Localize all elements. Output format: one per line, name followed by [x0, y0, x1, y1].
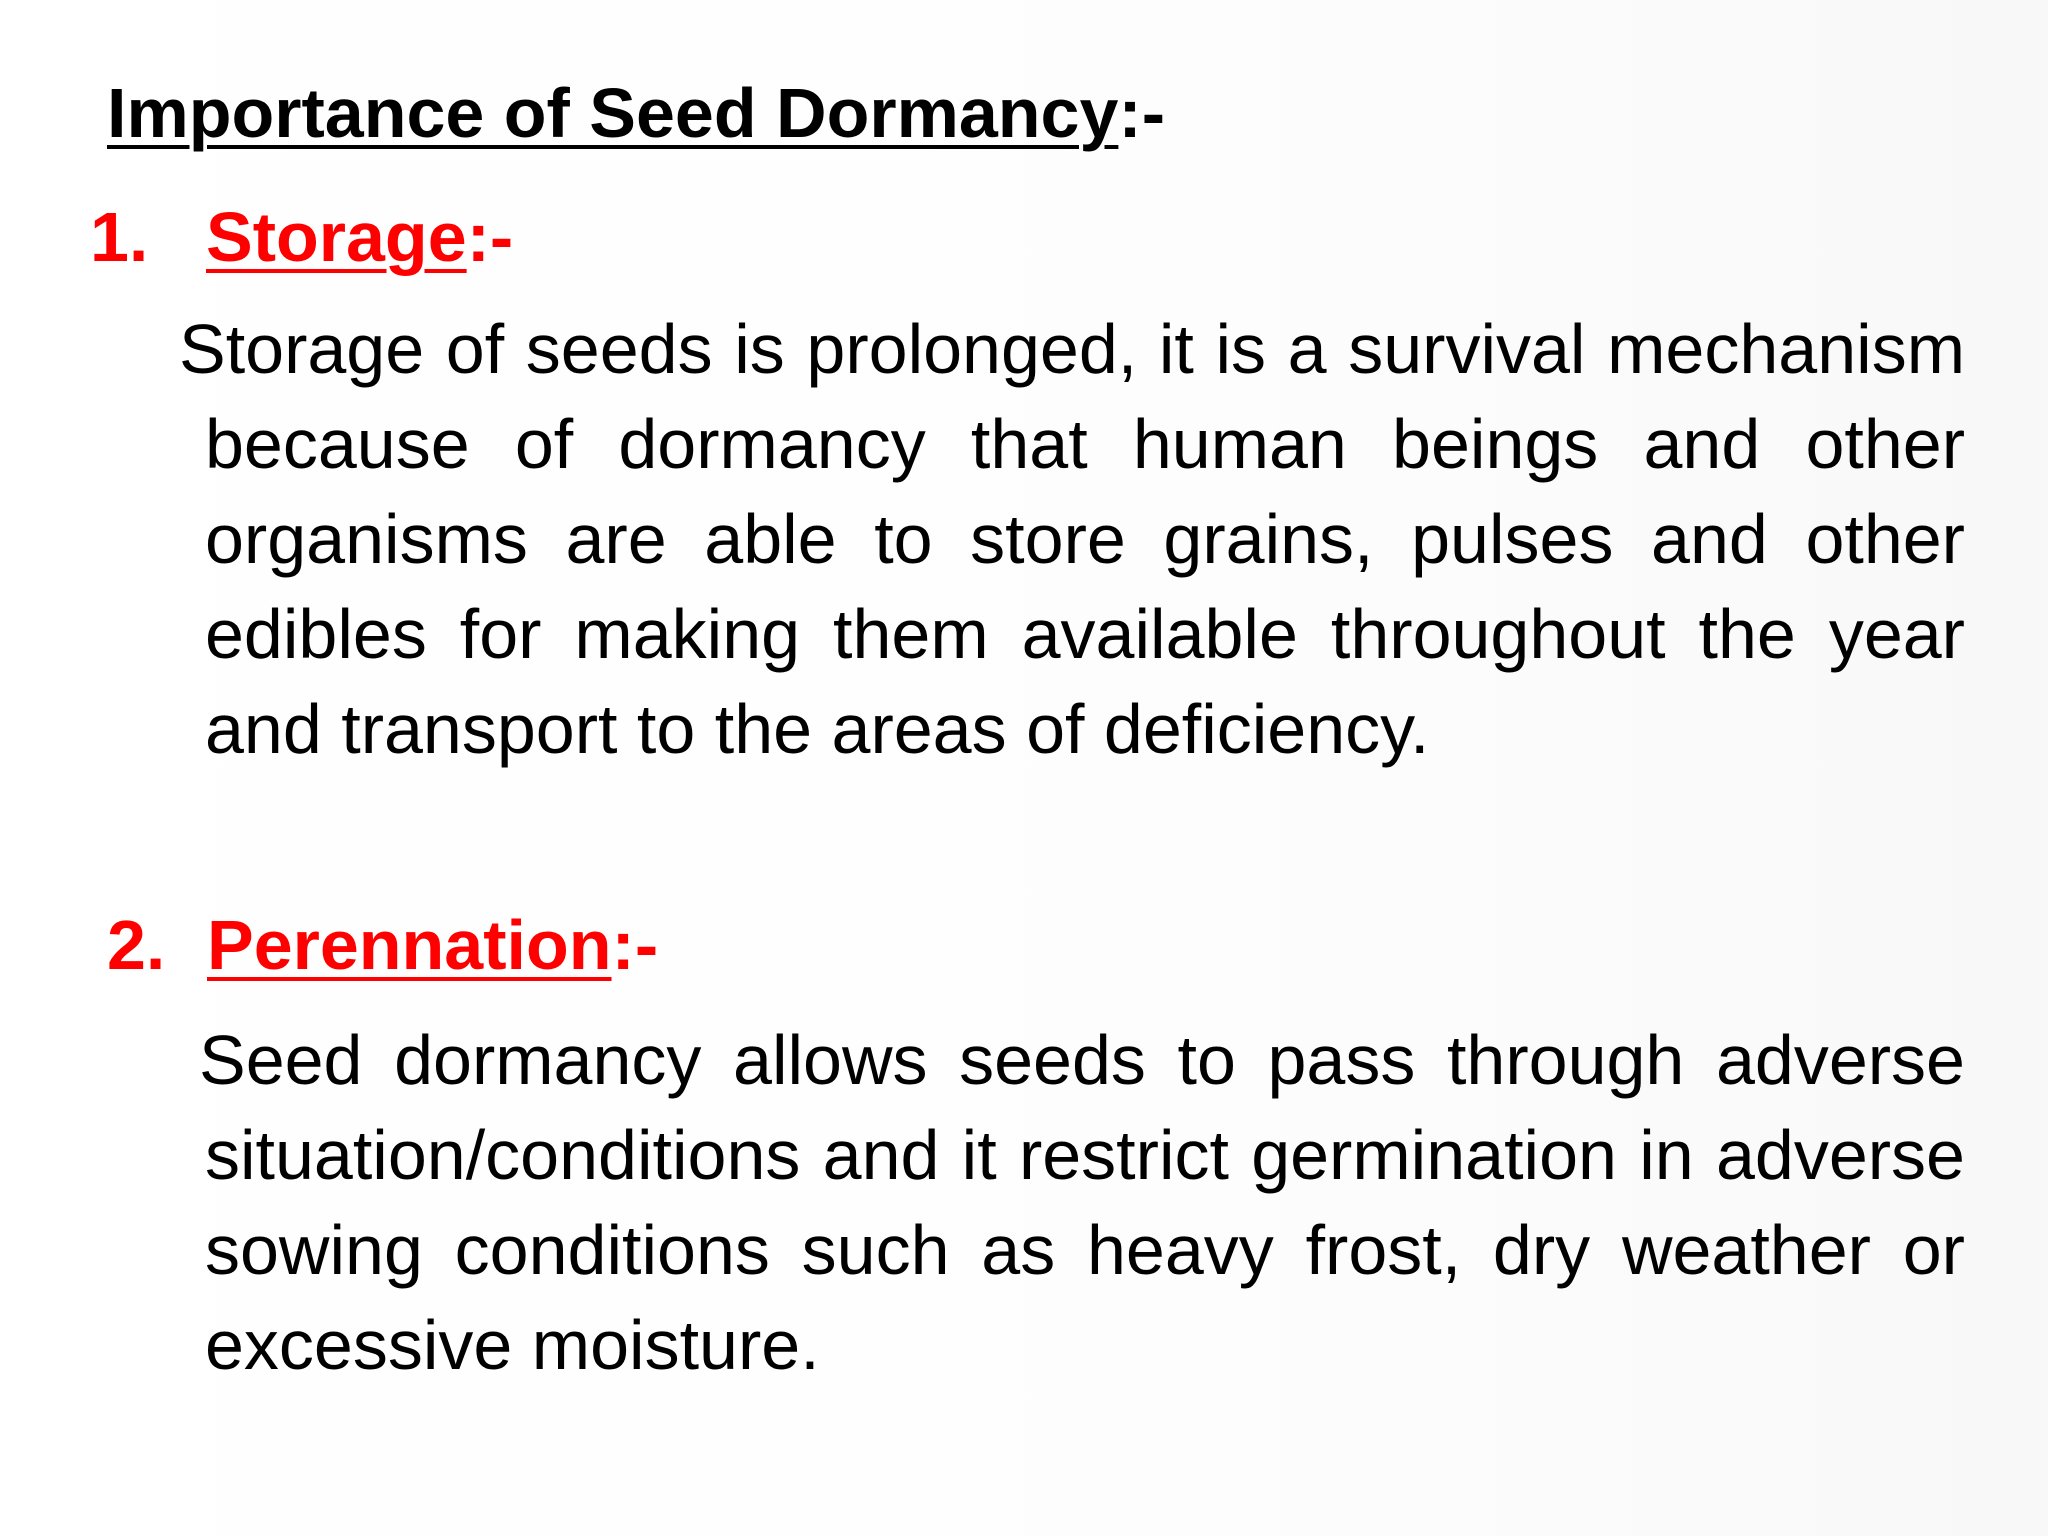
section-number: 2. [107, 906, 166, 984]
section-heading-perennation [107, 900, 658, 990]
section-body-perennation: Seed dormancy allows seeds to pass through adverse situation/conditions and it restrict germination in adverse sowing conditions such as heavy frost, dry weather or excessive moisture. [199, 1021, 1965, 1384]
section-heading-suffix: :- [611, 906, 659, 984]
section-number: 1. [90, 198, 149, 276]
page-title-text: Importance of Seed Dormancy [107, 74, 1119, 152]
section-heading-text: Storage [206, 198, 467, 276]
page-title-suffix: :- [1118, 74, 1166, 152]
page-title [107, 68, 1165, 158]
section-heading-storage [90, 192, 513, 282]
section-heading-suffix: :- [466, 198, 514, 276]
section-body-storage: Storage of seeds is prolonged, it is a survival mechanism because of dormancy that human beings and other organisms are able to store grains, pulses and other edibles for making them available throughout the year and transport to the areas of deficiency. [179, 310, 1965, 768]
section-heading-text: Perennation [207, 906, 612, 984]
